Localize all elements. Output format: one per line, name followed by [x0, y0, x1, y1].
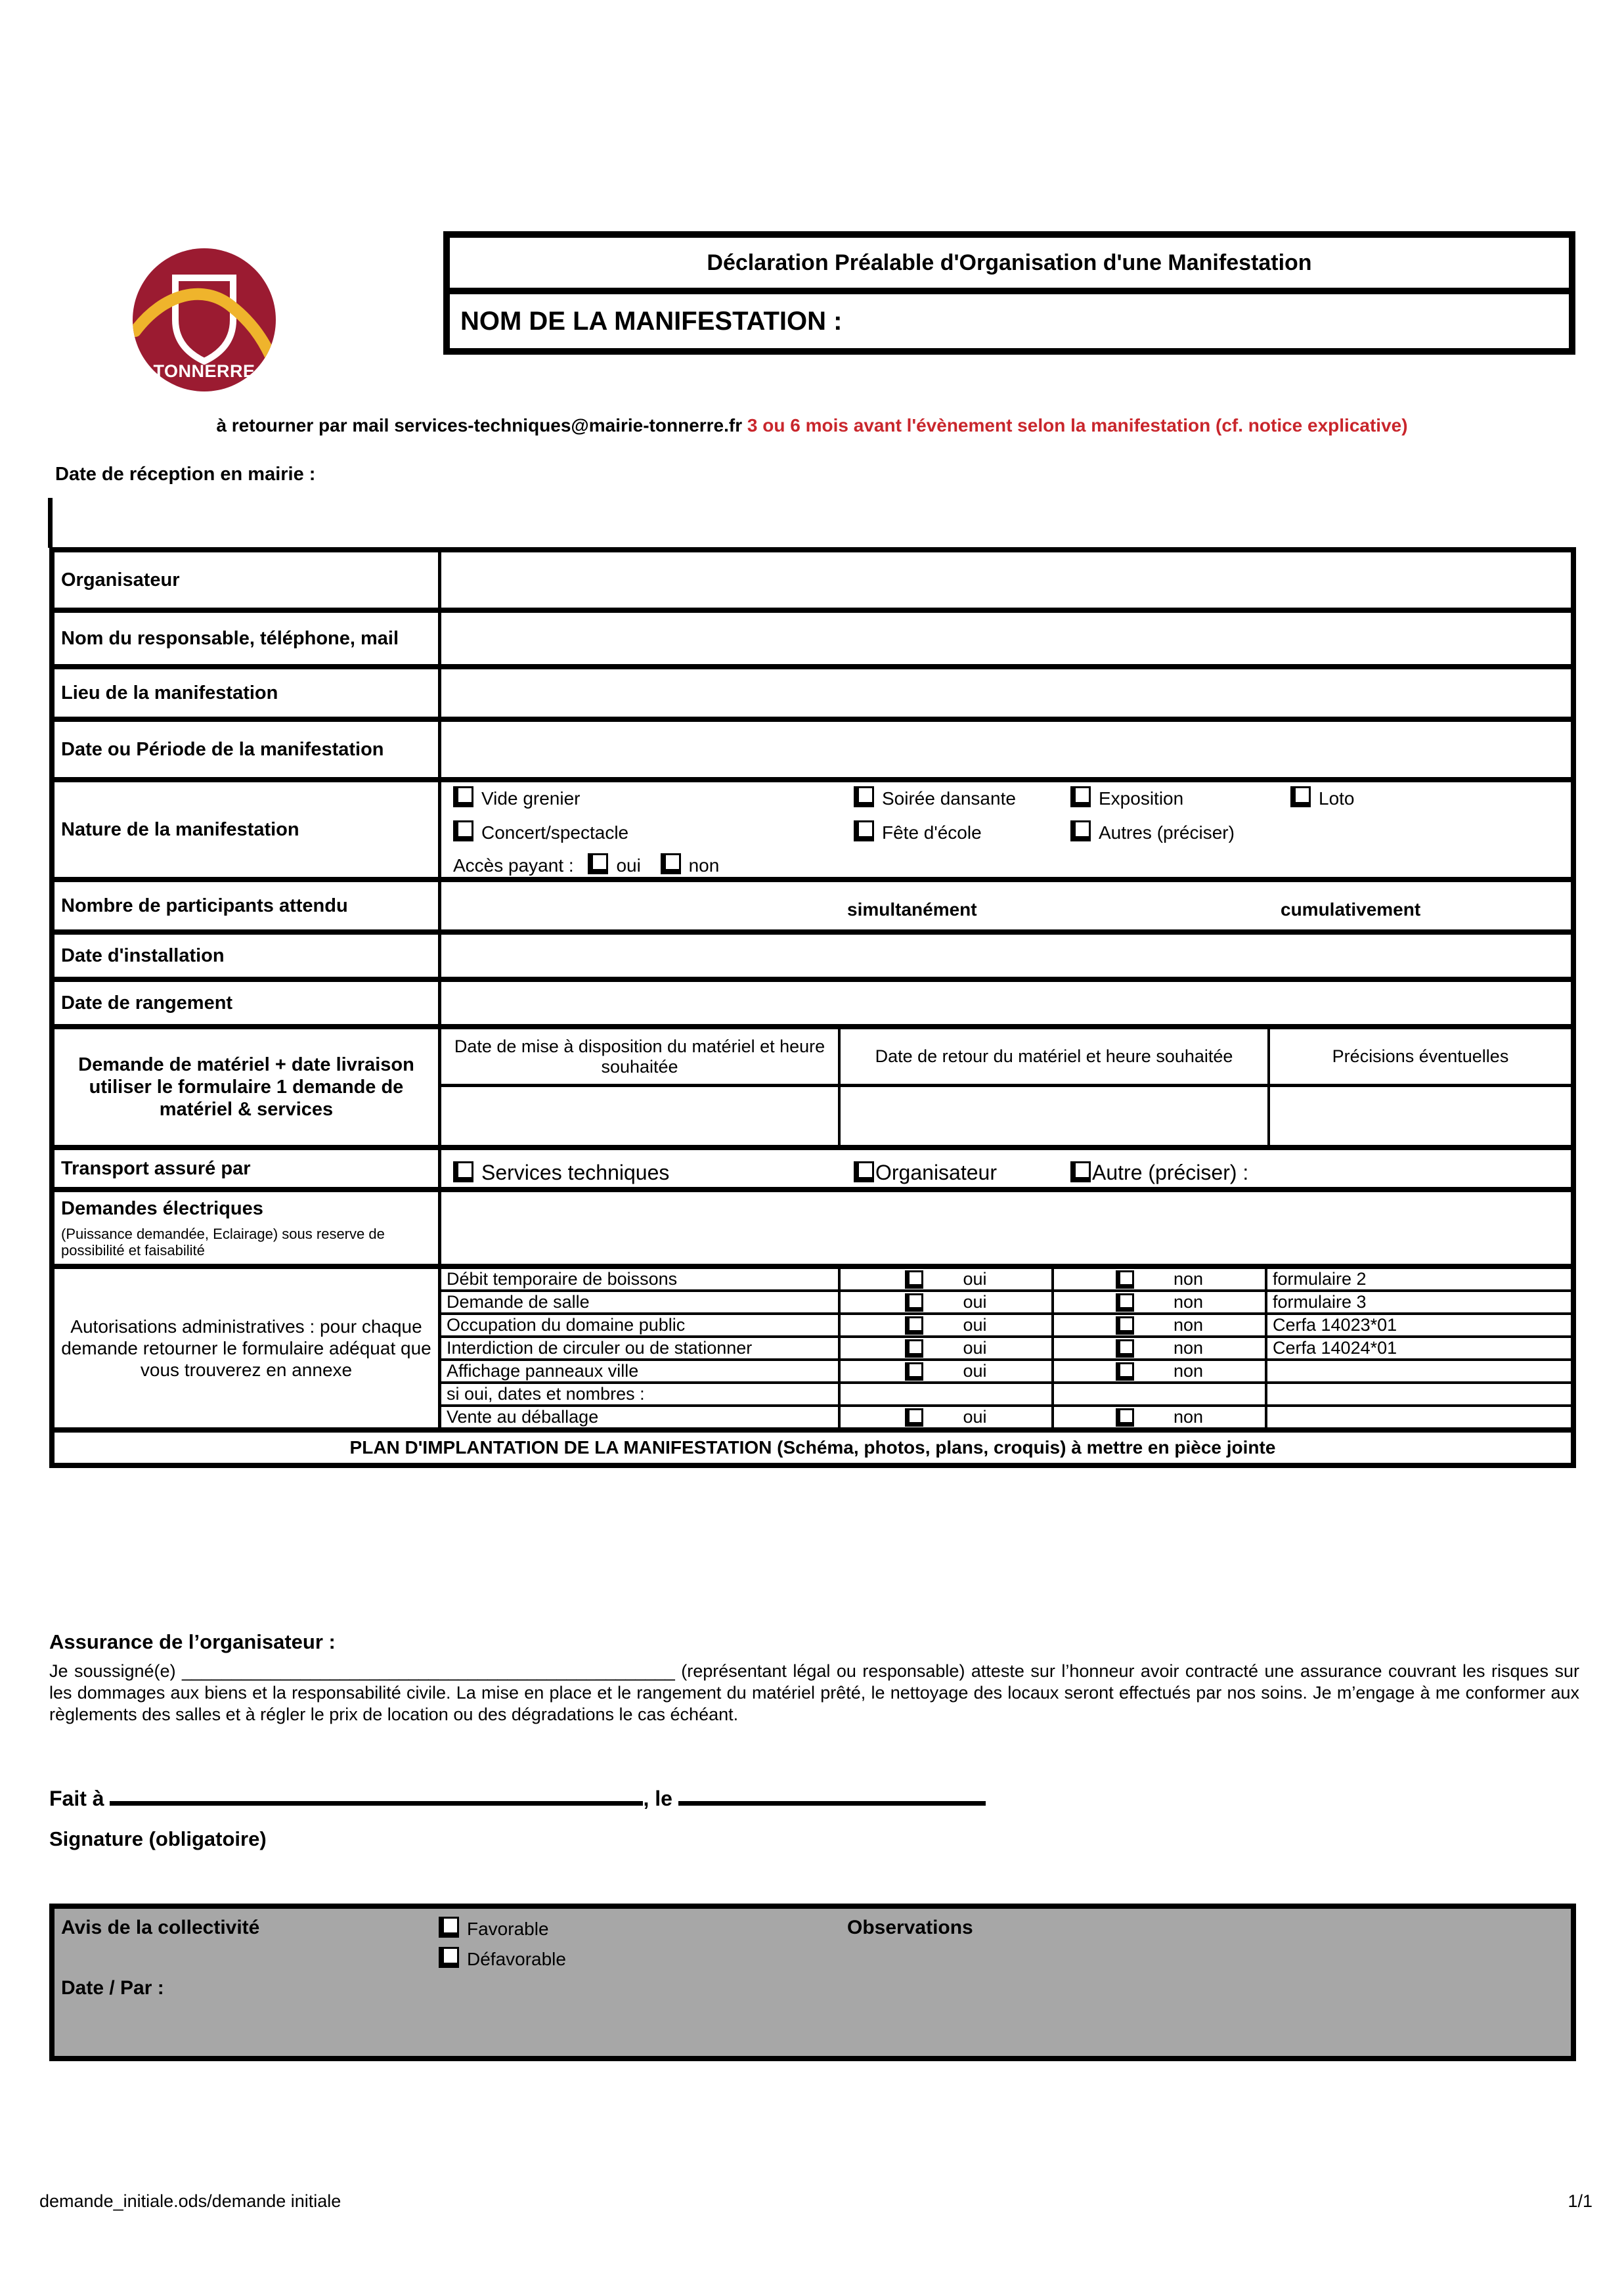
materiel-col1-field[interactable] [441, 1087, 841, 1145]
materiel-col3-header: Précisions éventuelles [1332, 1046, 1509, 1066]
header-box [443, 231, 1575, 355]
option-favorable[interactable]: Favorable [439, 1917, 549, 1940]
checkbox-icon[interactable] [661, 853, 681, 874]
fait-a-date-blank[interactable] [678, 1781, 986, 1806]
row-rangement [55, 977, 1571, 1024]
checkbox-icon[interactable] [453, 1161, 473, 1182]
cumulativement-label: cumulativement [1281, 899, 1421, 920]
checkbox-icon[interactable] [1290, 786, 1311, 807]
checkbox-icon[interactable] [905, 1339, 923, 1358]
form-ref [1267, 1384, 1571, 1404]
checkbox-icon[interactable] [1116, 1408, 1134, 1427]
checkbox-icon[interactable] [1116, 1316, 1134, 1335]
option-defavorable[interactable]: Défavorable [439, 1947, 566, 1970]
table-row: Occupation du domaine public oui non Cerfa 14023*01 [441, 1312, 1571, 1335]
tonnerre-city-logo-icon [131, 247, 277, 393]
checkbox-icon[interactable] [453, 786, 473, 807]
checkbox-icon[interactable] [905, 1408, 923, 1427]
avis-label: Avis de la collectivité [61, 1917, 260, 1938]
checkbox-icon[interactable] [588, 853, 608, 874]
materiel-subtable [441, 1029, 1571, 1145]
transport-label: Transport assuré par [55, 1150, 441, 1187]
form-ref: Cerfa 14023*01 [1273, 1315, 1397, 1335]
checkbox-icon[interactable] [1070, 820, 1091, 841]
row-organisateur [55, 552, 1571, 608]
periode-label: Date ou Période de la manifestation [55, 722, 441, 777]
document-filename: demande_initiale.ods/demande initiale [39, 2191, 341, 2211]
row-autorisations [55, 1264, 1571, 1427]
oui-cell[interactable]: oui [841, 1338, 1054, 1358]
svg-text:TONNERRE: TONNERRE [153, 361, 255, 381]
oui-cell[interactable]: oui [841, 1407, 1054, 1427]
assurance-paragraph: Je soussigné(e) __________________________________________________ (représentant légal ou responsable) atteste sur l’honneur avoir contracté une assurance couvrant les risques sur les dommages aux biens et la responsabilité civile. La mise en place et le rangement du matériel prêté, le nettoyage des locaux seront effectués par nos soins. Je m’engage à me conformer aux règlements des salles et à régler le prix de location ou des dégradations le cas échéant. [49, 1661, 1579, 1724]
installation-label: Date d'installation [55, 935, 441, 977]
checkbox-icon[interactable] [439, 1917, 459, 1938]
materiel-subheader [441, 1029, 1571, 1087]
option-autres-preciser[interactable]: Autres (préciser) [1070, 820, 1235, 843]
form-ref: Cerfa 14024*01 [1273, 1338, 1397, 1358]
checkbox-icon[interactable] [453, 820, 473, 841]
lieu-label: Lieu de la manifestation [55, 669, 441, 717]
oui-cell[interactable]: oui [841, 1269, 1054, 1289]
table-row: Affichage panneaux ville oui non [441, 1358, 1571, 1381]
option-concert-spectacle[interactable]: Concert/spectacle [453, 820, 628, 843]
autorisations-subtable [441, 1269, 1571, 1427]
signature-label: Signature (obligatoire) [49, 1827, 267, 1850]
non-cell[interactable]: non [1054, 1361, 1267, 1381]
checkbox-icon[interactable] [905, 1270, 923, 1289]
observations-label: Observations [847, 1917, 973, 1938]
row-periode [55, 717, 1571, 777]
option-services-techniques[interactable]: Services techniques [453, 1161, 669, 1185]
fait-a-place-blank[interactable] [110, 1781, 643, 1806]
row-lieu [55, 664, 1571, 717]
option-organisateur[interactable]: Organisateur [854, 1161, 997, 1185]
row-responsable [55, 608, 1571, 664]
option-exposition[interactable]: Exposition [1070, 786, 1183, 809]
option-loto[interactable]: Loto [1290, 786, 1355, 809]
materiel-col1-header: Date de mise à disposition du matériel et heure souhaitée [441, 1029, 841, 1084]
organisateur-field[interactable] [441, 552, 1571, 608]
non-cell[interactable]: non [1054, 1269, 1267, 1289]
non-cell[interactable]: non [1054, 1338, 1267, 1358]
row-installation [55, 929, 1571, 977]
checkbox-icon[interactable] [905, 1293, 923, 1312]
non-cell[interactable]: non [1054, 1315, 1267, 1335]
page-number: 1/1 [1568, 2191, 1592, 2211]
electrique-sublabel: (Puissance demandée, Eclairage) sous reserve de possibilité et faisabilité [61, 1226, 385, 1259]
row-electrique [55, 1187, 1571, 1264]
oui-cell[interactable]: oui [841, 1361, 1054, 1381]
row-nature [55, 777, 1571, 877]
oui-cell[interactable]: oui [841, 1315, 1054, 1335]
responsable-label: Nom du responsable, téléphone, mail [55, 613, 441, 664]
transport-options [441, 1150, 1571, 1187]
checkbox-icon[interactable] [905, 1362, 923, 1381]
date-par-label: Date / Par : [61, 1977, 164, 1999]
electrique-field[interactable] [441, 1192, 1571, 1264]
form-ref [1267, 1407, 1571, 1427]
periode-field[interactable] [441, 722, 1571, 777]
plan-implantation-label: PLAN D'IMPLANTATION DE LA MANIFESTATION (Schéma, photos, plans, croquis) à mettre en pièce jointe [349, 1437, 1276, 1458]
rangement-label: Date de rangement [55, 982, 441, 1024]
form-ref [1267, 1361, 1571, 1381]
checkbox-icon[interactable] [854, 820, 874, 841]
row-participants [55, 877, 1571, 929]
table-row: Demande de salle oui non formulaire 3 [441, 1289, 1571, 1312]
installation-field[interactable] [441, 935, 1571, 977]
checkbox-icon[interactable] [854, 1161, 874, 1182]
main-form-table [49, 547, 1576, 1468]
acces-payant-label: Accès payant : [453, 855, 574, 876]
option-vide-grenier[interactable]: Vide grenier [453, 786, 580, 809]
checkbox-icon[interactable] [1116, 1339, 1134, 1358]
checkbox-icon[interactable] [1070, 1161, 1091, 1182]
option-acces-oui[interactable]: oui [588, 855, 640, 876]
materiel-col2-header: Date de retour du matériel et heure souhaitée [841, 1029, 1270, 1084]
checkbox-icon[interactable] [854, 786, 874, 807]
materiel-label: Demande de matériel + date livraison utiliser le formulaire 1 demande de matériel & services [55, 1029, 441, 1145]
checkbox-icon[interactable] [1116, 1270, 1134, 1289]
option-soiree-dansante[interactable]: Soirée dansante [854, 786, 1016, 809]
organisateur-label: Organisateur [55, 552, 441, 608]
rangement-field[interactable] [441, 982, 1571, 1024]
electrique-label: Demandes électriques (Puissance demandée, Eclairage) sous reserve de possibilité et faisabilité [55, 1192, 441, 1264]
le-label: , le [643, 1787, 672, 1810]
non-cell[interactable]: non [1054, 1407, 1267, 1427]
assurance-heading: Assurance de l’organisateur : [49, 1630, 336, 1653]
table-row: Interdiction de circuler ou de stationner oui non Cerfa 14024*01 [441, 1335, 1571, 1358]
participants-field[interactable] [441, 882, 1571, 929]
materiel-col3-field[interactable] [1270, 1087, 1571, 1145]
page-title: Déclaration Préalable d'Organisation d'une Manifestation [450, 238, 1569, 294]
fait-a-line [49, 1781, 986, 1811]
option-acces-non[interactable]: non [661, 855, 720, 876]
lieu-field[interactable] [441, 669, 1571, 717]
materiel-col2-field[interactable] [841, 1087, 1270, 1145]
oui-cell[interactable] [841, 1384, 1054, 1404]
row-materiel [55, 1024, 1571, 1145]
responsable-field[interactable] [441, 613, 1571, 664]
form-ref: formulaire 2 [1273, 1269, 1367, 1289]
option-autre-preciser[interactable]: Autre (préciser) : [1070, 1161, 1248, 1185]
checkbox-icon[interactable] [1116, 1293, 1134, 1312]
checkbox-icon[interactable] [1116, 1362, 1134, 1381]
checkbox-icon[interactable] [439, 1947, 459, 1968]
form-ref: formulaire 3 [1273, 1292, 1367, 1312]
oui-cell[interactable]: oui [841, 1292, 1054, 1312]
nature-options [441, 782, 1571, 877]
avis-collectivite-box [49, 1904, 1576, 2061]
acces-payant-group [453, 853, 719, 876]
reception-box-edge [48, 498, 53, 548]
nature-label: Nature de la manifestation [55, 782, 441, 877]
manifestation-name-field[interactable]: NOM DE LA MANIFESTATION : [460, 306, 843, 336]
table-row: Débit temporaire de boissons oui non formulaire 2 [441, 1269, 1571, 1289]
non-cell[interactable]: non [1054, 1292, 1267, 1312]
participants-label: Nombre de participants attendu [55, 882, 441, 929]
table-row: Vente au déballage oui non [441, 1404, 1571, 1427]
return-instructions-black: à retourner par mail services-techniques@mairie-tonnerre.fr [216, 415, 743, 435]
plan-implantation-row [55, 1427, 1571, 1463]
checkbox-icon[interactable] [905, 1316, 923, 1335]
non-cell[interactable] [1054, 1384, 1267, 1404]
reception-date-label: Date de réception en mairie : [55, 464, 316, 485]
return-instructions-red: 3 ou 6 mois avant l'évènement selon la manifestation (cf. notice explicative) [747, 415, 1408, 435]
fait-a-label: Fait à [49, 1787, 104, 1810]
return-instructions [0, 415, 1624, 436]
table-row: si oui, dates et nombres : [441, 1381, 1571, 1404]
option-fete-ecole[interactable]: Fête d'école [854, 820, 982, 843]
autorisations-label: Autorisations administratives : pour chaque demande retourner le formulaire adéquat que vous trouverez en annexe [55, 1269, 441, 1427]
simultanement-label: simultanément [847, 899, 977, 920]
checkbox-icon[interactable] [1070, 786, 1091, 807]
row-transport [55, 1145, 1571, 1187]
